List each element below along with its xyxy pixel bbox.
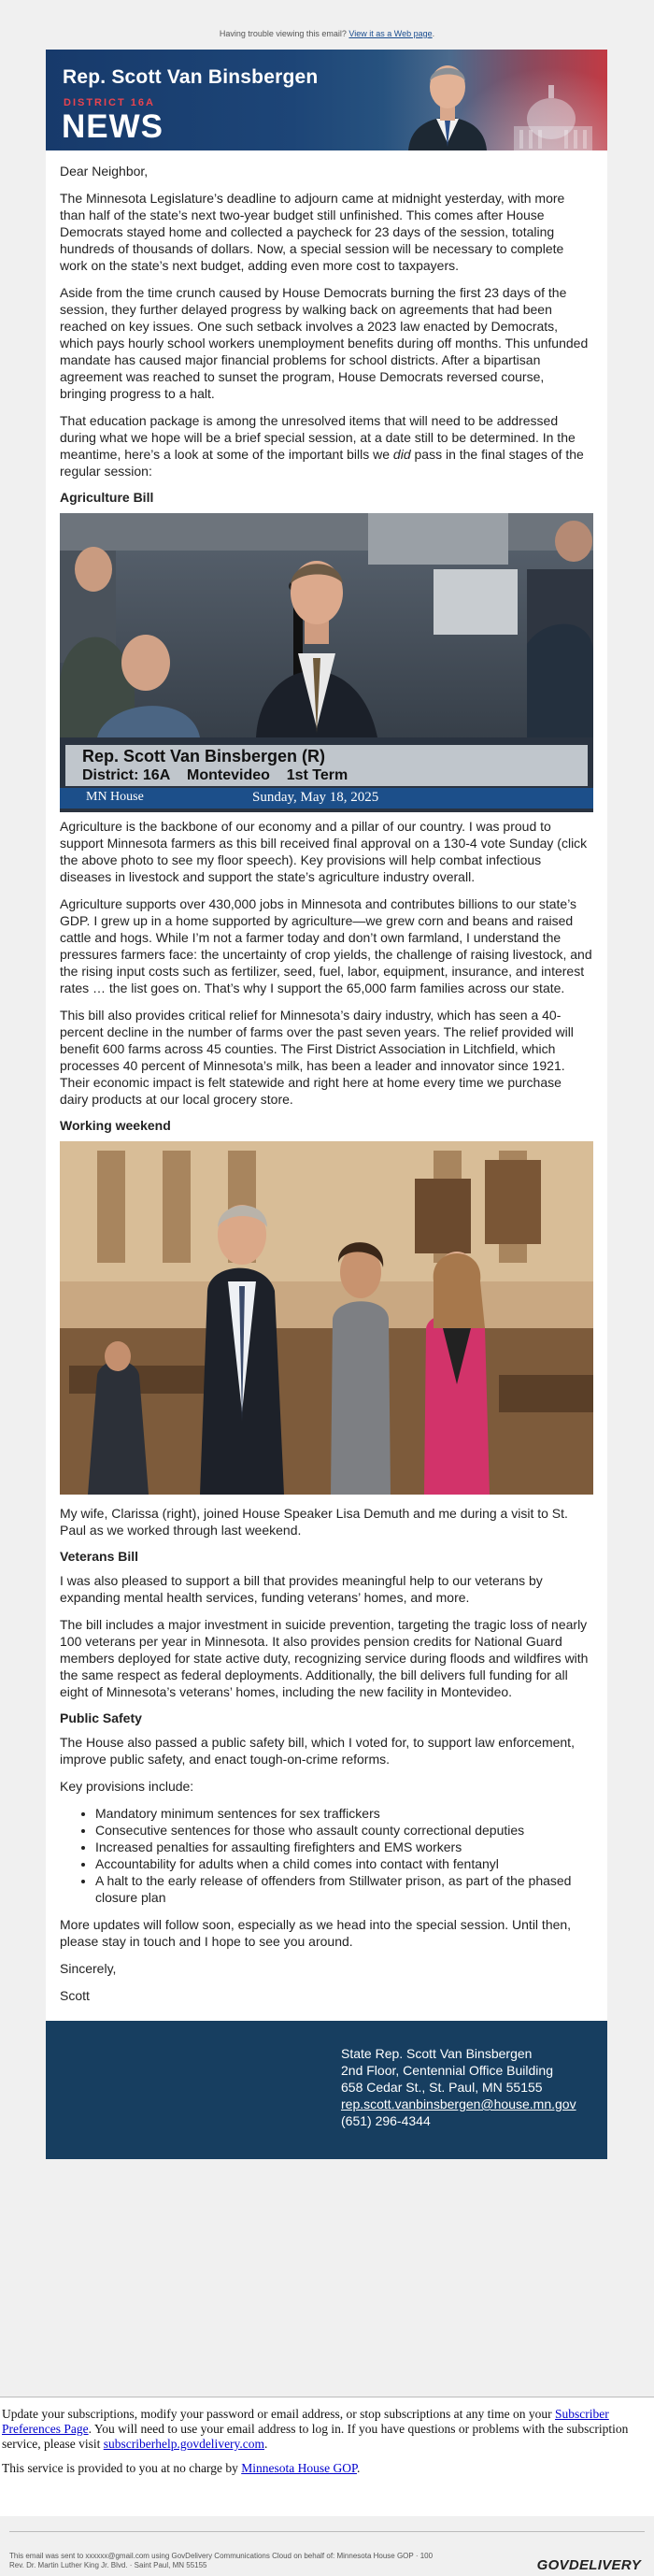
contact-address-line-1: 2nd Floor, Centennial Office Building (341, 2063, 553, 2078)
working-weekend-heading: Working weekend (60, 1118, 171, 1133)
greeting: Dear Neighbor, (60, 164, 149, 179)
agriculture-paragraph-1: Agriculture is the backbone of our economy and a pillar of our country. I was proud to support Minnesota farmers as this bill received final approval on a 130-4 vote Sunday (click the above photo to see my floor speech). Key provisions will help combat infectious diseases in livestock and support the state’s agriculture industry overall. (60, 819, 588, 884)
lower-third-name: Rep. Scott Van Binsbergen (R) (82, 747, 326, 766)
notice-text: Having trouble viewing this email? (219, 29, 349, 38)
list-item: • Mandatory minimum sentences for sex traffickers (95, 1805, 593, 1822)
veterans-paragraph-2: The bill includes a major investment in suicide prevention, targeting the tragic loss of nearly 100 veterans per year in Minnesota. It also provides pension credits for National Guard members deployed for state active duty, recognizing service during floods and wildfires with the same respect as federal deployments. Additionally, the bill delivers full funding for all eight of Minnesota’s veterans’ homes, including the new facility in Montevideo. (60, 1617, 589, 1699)
contact-title: State Rep. Scott Van Binsbergen (341, 2046, 533, 2061)
email-container (46, 50, 607, 2159)
closing-paragraph: More updates will follow soon, especially as we head into the special session. Until then, please stay in touch and I hope to see you around. (60, 1917, 572, 1949)
subscriber-help-link[interactable]: subscriberhelp.govdelivery.com (103, 2437, 265, 2451)
intro-paragraph-1: The Minnesota Legislature’s deadline to adjourn came at midnight yesterday, with more than half of the state’s next two-year budget still unfinished. This comes after House Democrats stayed home and collected a paycheck for 23 days of the session, totaling hundreds of thousands of dollars. Now, a special session will be necessary to complete work on the state’s next budget, adding even more cost to taxpayers. (60, 191, 565, 273)
veterans-paragraph-1: I was also pleased to support a bill that provides meaningful help to our veterans by expanding mental health services, funding veterans’ homes, and more. (60, 1573, 543, 1605)
contact-email-link[interactable]: rep.scott.vanbinsbergen@house.mn.gov (341, 2097, 576, 2111)
list-item: • Accountability for adults when a child comes into contact with fentanyl (95, 1855, 593, 1872)
public-safety-heading: Public Safety (60, 1710, 142, 1725)
banner-district: DISTRICT 16A (64, 97, 155, 108)
signoff: Sincerely, (60, 1961, 117, 1976)
list-item: • Increased penalties for assaulting firefighters and EMS workers (95, 1839, 593, 1855)
subscription-paragraph: Update your subscriptions, modify your password or email address, or stop subscriptions at any time on your Subscriber Preferences Page. You will need to use your email address to log in. If you have questions or problems with the subscription service, please visit subscriberhelp.govdelivery.com. (2, 2407, 629, 2451)
signature: Scott (60, 1988, 90, 2003)
contact-phone: (651) 296-4344 (341, 2113, 431, 2128)
provisions-label: Key provisions include: (60, 1779, 194, 1794)
veterans-heading: Veterans Bill (60, 1549, 139, 1564)
banner-news-title: NEWS (62, 108, 164, 145)
list-item: • A halt to the early release of offenders from Stillwater prison, as part of the phased closure plan (95, 1872, 593, 1906)
govdelivery-footer (0, 2516, 654, 2576)
minnesota-house-gop-link[interactable]: Minnesota House GOP (241, 2461, 357, 2475)
govdelivery-logo[interactable]: GOVDELIVERY (536, 2557, 641, 2573)
sent-to-notice: This email was sent to xxxxxx@gmail.com using GovDelivery Communications Cloud on behalf of: Minnesota House GOP · 100 Rev. Dr. Martin Luther King Jr. Blvd. · Saint Paul, MN 55155 (9, 2552, 434, 2569)
agriculture-paragraph-3: This bill also provides critical relief for Minnesota’s dairy industry, which has seen a 40-percent decline in the number of farms over the past seven years. The relief provided will benefit 600 farms across 45 counties. The First District Association in Litchfield, which processes 40 percent of Minnesota’s milk, has been a leader and innovator since 1921. Their economic impact is felt statewide and right here at home every time we purchase dairy products at our local grocery store. (60, 1008, 574, 1107)
lower-third-district: District: 16A Montevideo 1st Term (82, 767, 348, 783)
subscription-footer (0, 2397, 654, 2516)
representative-portrait (401, 53, 494, 150)
network-label: MN House (86, 790, 144, 804)
intro-paragraph-2: Aside from the time crunch caused by House Democrats burning the first 23 days of the session, they further delayed progress by walking back on agreements that had been reached on key issues. One such setback involves a 2023 law enacted by Democrats, which pays hourly school workers unemployment benefits during off months. This unfunded mandate has caused major financial problems for school districts. After a bipartisan agreement was reached to sunset the program, House Democrats reversed course, bringing progress to a halt. (60, 285, 589, 401)
provisions-list (60, 1805, 593, 1906)
newsletter-banner (46, 50, 607, 150)
subscriber-preferences-link[interactable]: Subscriber Preferences Page (2, 2407, 609, 2436)
floor-speech-video-thumbnail[interactable] (60, 513, 593, 812)
divider (9, 2531, 645, 2532)
email-body (46, 150, 607, 2021)
education-paragraph: That education package is among the unresolved items that will need to be addressed during what we hope will be a brief special session, at a date still to be determined. In the meantime, here’s a look at some of the important bills we did pass in the final stages of the regular session: (60, 413, 584, 479)
agriculture-heading: Agriculture Bill (60, 490, 154, 505)
working-weekend-caption: My wife, Clarissa (right), joined House Speaker Lisa Demuth and me during a visit to St. Paul as we worked through last weekend. (60, 1506, 568, 1538)
web-version-notice: Having trouble viewing this email? View it as a Web page. (219, 29, 435, 38)
list-item: • Consecutive sentences for those who assault county correctional deputies (95, 1822, 593, 1839)
working-weekend-photo (60, 1141, 593, 1495)
contact-block (46, 2021, 607, 2159)
broadcast-date: Sunday, May 18, 2025 (252, 790, 379, 805)
agriculture-paragraph-2: Agriculture supports over 430,000 jobs in Minnesota and contributes billions to our state’s GDP. I grew up in a home supported by agriculture—we grew corn and beans and raised cattle and hogs. While I’m not a farmer today and don’t own farmland, I understand the pressures farmers face: the uncertainty of crop yields, the challenge of raising livestock, and the rising input costs such as fertilizer, seed, fuel, labor, equipment, insurance, and interest rates … the list goes on. That’s why I support the 65,000 farm families across our state. (60, 896, 592, 995)
banner-representative-name: Rep. Scott Van Binsbergen (63, 66, 319, 88)
web-version-link[interactable]: View it as a Web page (348, 29, 433, 38)
service-provider-paragraph: This service is provided to you at no charge by Minnesota House GOP. (2, 2461, 361, 2475)
contact-address-line-2: 658 Cedar St., St. Paul, MN 55155 (341, 2080, 543, 2095)
public-safety-intro: The House also passed a public safety bill, which I voted for, to support law enforcement, improve public safety, and enact tough-on-crime reforms. (60, 1735, 575, 1767)
